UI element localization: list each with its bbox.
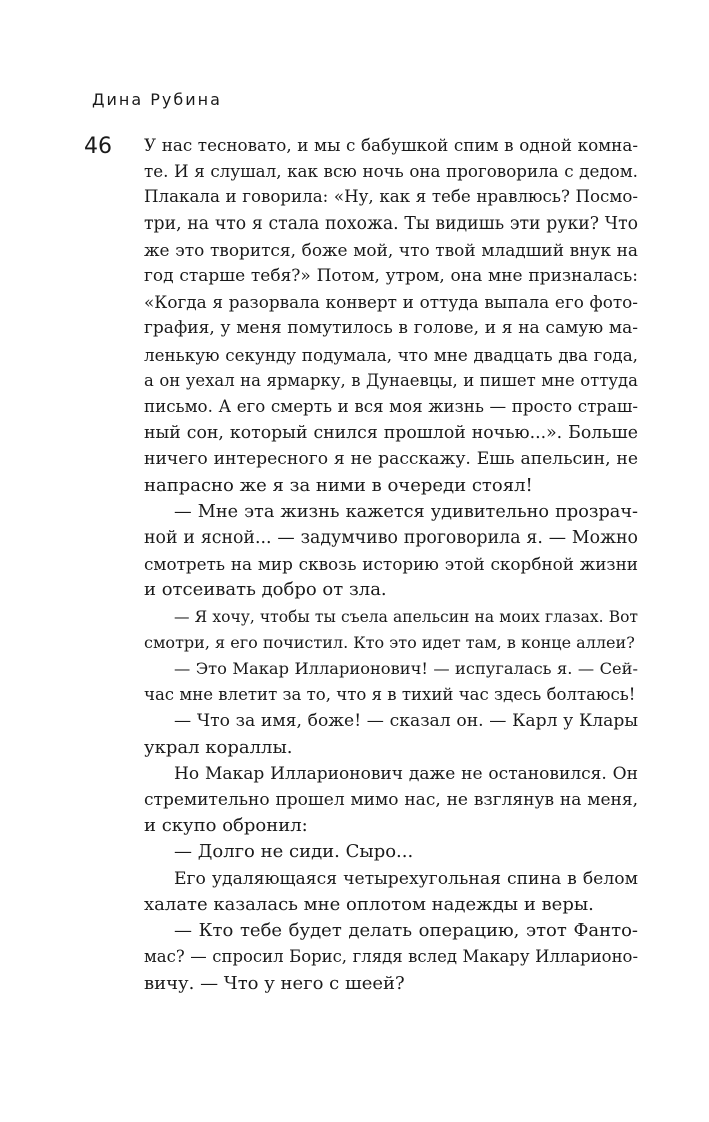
text-line: час мне влетит за то, что я в тихий час здесь болтаюсь! <box>144 685 636 705</box>
text-line: украл кораллы. <box>144 736 293 758</box>
body-text <box>144 132 638 997</box>
text-line: же это творится, боже мой, что твой младший внук на <box>144 239 638 260</box>
text-line: те. И я слушал, как всю ночь она проговорила с дедом. <box>144 161 638 182</box>
text-line: ничего интересного я не расскажу. Ешь апельсин, не <box>144 449 638 470</box>
text-line: У нас тесновато, и мы с бабушкой спим в одной комна- <box>144 135 638 155</box>
text-line: — Кто тебе будет делать операцию, этот Фанто- <box>174 920 638 942</box>
text-line: смотреть на мир сквозь историю этой скорбной жизни <box>144 554 638 575</box>
text-line: Плакала и говорила: «Ну, как я тебе нравлюсь? Посмо- <box>144 187 638 207</box>
text-line: ный сон, который снился прошлой ночью...». Больше <box>144 423 638 444</box>
text-line: ной и ясной... — задумчиво проговорила я. — Можно <box>144 528 638 549</box>
text-line: мас? — спросил Борис, глядя вслед Макару Илларионо- <box>144 947 638 967</box>
running-head-author: Дина Рубина <box>92 90 222 109</box>
text-line: — Что за имя, боже! — сказал он. — Карл у Клары <box>174 711 638 732</box>
text-line: и отсеивать добро от зла. <box>144 579 387 601</box>
page-number: 46 <box>84 134 112 159</box>
text-line: напрасно же я за ними в очереди стоял! <box>144 474 533 496</box>
text-line: «Когда я разорвала конверт и оттуда выпала его фото- <box>144 292 638 313</box>
text-line: смотри, я его почистил. Кто это идет там, в конце аллеи? <box>144 632 635 652</box>
text-line: и скупо обронил: <box>144 815 308 837</box>
text-line: Но Макар Илларионович даже не остановился. Он <box>174 763 638 784</box>
text-line: Его удаляющаяся четырехугольная спина в белом <box>174 868 638 889</box>
text-line: вичу. — Что у него с шеей? <box>144 972 405 994</box>
text-line: письмо. А его смерть и вся моя жизнь — просто страш- <box>144 397 638 417</box>
text-line: — Долго не сиди. Сыро... <box>174 841 414 863</box>
text-line: три, на что я стала похожа. Ты видишь эти руки? Что <box>144 213 638 234</box>
text-line: халате казалась мне оплотом надежды и веры. <box>144 893 594 915</box>
text-line: — Это Макар Илларионович! — испугалась я. — Сей- <box>174 659 638 679</box>
text-line: стремительно прошел мимо нас, не взглянув на меня, <box>144 790 638 811</box>
text-line: — Я хочу, чтобы ты съела апельсин на моих глазах. Вот <box>174 607 638 626</box>
text-line: — Мне эта жизнь кажется удивительно прозрач- <box>174 501 638 522</box>
text-line: ленькую секунду подумала, что мне двадцать два года, <box>144 344 638 365</box>
text-line: год старше тебя?» Потом, утром, она мне призналась: <box>144 266 638 287</box>
text-line: графия, у меня помутилось в голове, и я на самую ма- <box>144 318 638 339</box>
text-line: а он уехал на ярмарку, в Дунаевцы, и пишет мне оттуда <box>144 370 638 390</box>
